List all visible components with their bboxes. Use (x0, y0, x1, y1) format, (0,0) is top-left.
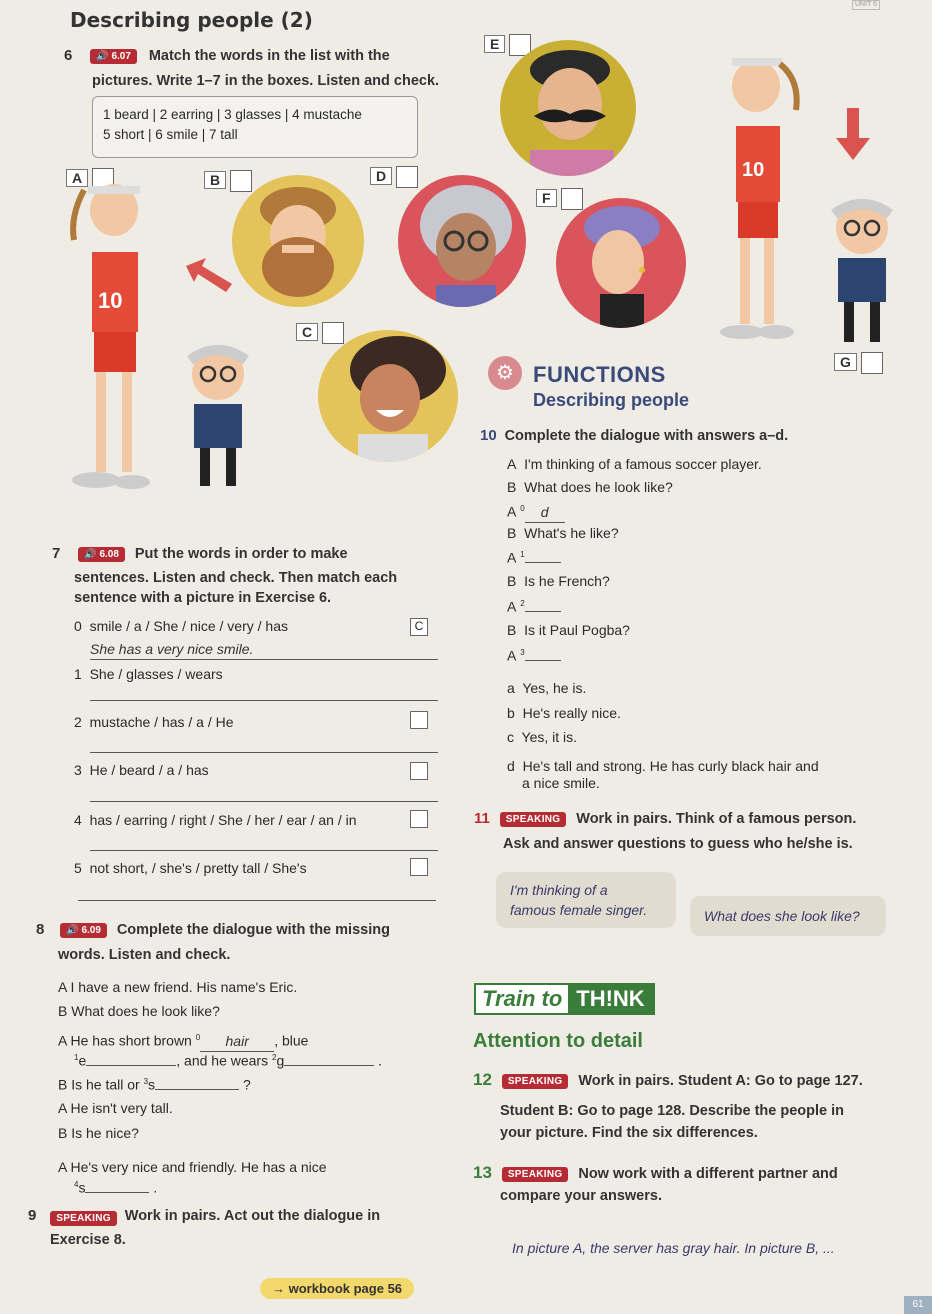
ex7-item-0 (74, 616, 288, 636)
ex7-answer-0[interactable]: She has a very nice smile. (90, 639, 438, 660)
audio-icon-6-09[interactable]: 🔊 6.09 (60, 923, 107, 938)
speech-bubble-1 (496, 872, 676, 928)
item-num: 1 (74, 666, 82, 682)
train-to-label: Train to (482, 986, 563, 1011)
ex8-line-3-end: , blue (274, 1032, 309, 1049)
exercise-12-line-1: Work in pairs. Student A: Go to page 127. (578, 1073, 863, 1089)
item-words: She / glasses / wears (89, 666, 223, 682)
exercise-11-header (474, 809, 856, 830)
dialogue-10-line-2 (507, 477, 673, 497)
dialogue-10-line-3 (507, 499, 565, 523)
answer-option-c (507, 727, 577, 747)
sup: 2 (520, 599, 525, 608)
sup: 3 (143, 1077, 149, 1086)
ex7-answer-line-4[interactable] (90, 850, 438, 851)
ex8-blank-0[interactable]: hair (200, 1031, 274, 1052)
exercise-7-instruction-1: Put the words in order to make (134, 546, 348, 562)
speaking-badge-9: SPEAKING (50, 1211, 117, 1226)
ex8-blank-1[interactable] (86, 1052, 176, 1066)
audio-icon-6-07[interactable]: 🔊 6.07 (90, 49, 137, 64)
ex7-box-4[interactable] (410, 858, 428, 876)
exercise-8-instruction-2: words. Listen and check. (58, 947, 231, 963)
pic-letter-d: D (370, 167, 392, 185)
picture-g-tall-girl (700, 40, 820, 346)
attention-heading: Attention to detail (473, 1030, 643, 1052)
pic-letter-c: C (296, 323, 318, 341)
ex8-blank-3[interactable] (155, 1076, 239, 1090)
mustache-man-illustration (500, 40, 636, 176)
exercise-12-number: 12 (473, 1070, 492, 1089)
dialogue-10-line-9 (507, 643, 561, 666)
dialogue-10-line-7 (507, 594, 561, 617)
speaker: B (507, 573, 517, 589)
functions-heading: FUNCTIONS (533, 362, 666, 387)
option-letter: a (507, 680, 515, 696)
dialogue-10-line-1 (507, 454, 762, 474)
exercise-8-number: 8 (36, 921, 45, 938)
ex7-answer-line-3[interactable] (90, 801, 438, 802)
exercise-6-instruction-1: Match the words in the list with the (148, 48, 390, 64)
exercise-13-example: In picture A, the server has gray hair. In picture B, ... (512, 1240, 835, 1256)
arrow-icon-b (186, 258, 232, 294)
answer-box-g[interactable] (861, 352, 883, 374)
item-num: 4 (74, 812, 82, 828)
jersey-number-a: 10 (98, 288, 123, 313)
exercise-9-header (28, 1206, 380, 1227)
pic-label-d (370, 166, 418, 188)
exercise-13-line-1: Now work with a different partner and (578, 1166, 838, 1182)
line-text: What's he like? (524, 525, 619, 541)
arrow-down-icon-g (836, 108, 870, 160)
ex8-line-1: A I have a new friend. His name's Eric. (58, 979, 298, 995)
ex8-line-9: $^4$s . (74, 1179, 158, 1196)
item-words: has / earring / right / She / her / ear / an / in (89, 812, 357, 828)
audio-track: 6.07 (111, 50, 131, 62)
speaking-badge-11: SPEAKING (500, 812, 567, 827)
speaking-badge-12: SPEAKING (502, 1074, 569, 1089)
woman-glasses-illustration (398, 175, 526, 307)
answer-blank-0[interactable]: d (525, 502, 565, 523)
exercise-9-number: 9 (28, 1207, 37, 1224)
ex7-item-2 (74, 712, 234, 732)
exercise-10-number: 10 (480, 427, 497, 444)
item-num: 3 (74, 762, 82, 778)
pic-label-b (204, 170, 252, 192)
word-list-row-2: 5 short | 6 smile | 7 tall (103, 127, 238, 142)
speaker: A (507, 503, 517, 520)
exercise-11-instruction-1: Work in pairs. Think of a famous person. (576, 811, 857, 827)
exercise-12-header (473, 1070, 863, 1092)
audio-track: 6.09 (81, 924, 101, 936)
item-words: smile / a / She / nice / very / has (89, 618, 288, 634)
ex8-line-8: A He's very nice and friendly. He has a nice (58, 1159, 327, 1175)
picture-a-tall-girl (40, 176, 170, 502)
ex8-blank-2[interactable] (284, 1052, 374, 1066)
unit-tag: UNIT 6 (852, 0, 880, 10)
girl-smile-illustration (318, 330, 458, 462)
answer-option-d-cont: a nice smile. (522, 775, 600, 791)
dialogue-10-line-6 (507, 571, 610, 591)
answer-box-f[interactable] (561, 188, 583, 210)
dialogue-10-line-4 (507, 523, 619, 543)
exercise-7-header (52, 544, 348, 565)
option-letter: c (507, 729, 514, 745)
ex8-letter: g (276, 1052, 285, 1069)
exercise-7-instruction-3: sentence with a picture in Exercise 6. (74, 590, 332, 606)
exercise-13-line-2: compare your answers. (500, 1188, 662, 1204)
pic-letter-e: E (484, 35, 505, 53)
ex8-letter: s (148, 1076, 156, 1093)
exercise-13-number: 13 (473, 1163, 492, 1182)
exercise-7-number: 7 (52, 545, 61, 562)
page-number: 61 (904, 1296, 932, 1314)
ex8-line-5 (58, 1072, 251, 1095)
speaker: B (507, 525, 517, 541)
bubble-1-line-1: I'm thinking of a (510, 882, 608, 898)
pic-letter-f: F (536, 189, 557, 207)
exercise-11-number: 11 (474, 810, 490, 827)
train-to-think-banner (474, 983, 655, 1015)
ex8-line-7: B Is he nice? (58, 1125, 139, 1141)
answer-blank-1[interactable] (525, 549, 561, 563)
answer-blank-2[interactable] (525, 598, 561, 612)
ex8-letter: e (78, 1052, 87, 1069)
ex7-answer-line-5[interactable] (78, 900, 436, 901)
exercise-6-header (64, 46, 390, 67)
functions-subheading: Describing people (533, 390, 690, 410)
bubble-1-line-2: famous female singer. (510, 902, 648, 918)
bearded-man-illustration (232, 175, 364, 307)
pic-label-f (536, 188, 583, 210)
exercise-6-instruction-2: pictures. Write 1–7 in the boxes. Listen and check. (92, 73, 440, 89)
ex7-box-0[interactable]: C (410, 618, 428, 636)
exercise-8-header (36, 920, 390, 941)
exercise-12-line-2: Student B: Go to page 128. Describe the people in (500, 1103, 845, 1119)
gear-icon: ⚙ (488, 356, 522, 390)
word-list-box (92, 96, 418, 158)
sup: 1 (520, 550, 525, 559)
ex7-answer-line-2[interactable] (90, 752, 438, 753)
answer-box-b[interactable] (230, 170, 252, 192)
pic-label-c (296, 322, 344, 344)
ex8-line-3-text: A He has short brown (58, 1032, 192, 1049)
ex7-item-4 (74, 810, 357, 830)
exercise-8-instruction-1: Complete the dialogue with the missing (116, 922, 390, 938)
ex7-box-2[interactable] (410, 762, 428, 780)
picture-e-mustache-man (500, 40, 636, 176)
audio-icon-6-08[interactable]: 🔊 6.08 (78, 547, 125, 562)
ex7-box-1[interactable] (410, 711, 428, 729)
option-text: Yes, it is. (521, 729, 578, 745)
pic-label-g (834, 352, 883, 374)
item-words: not short, / she's / pretty tall / She's (89, 860, 307, 876)
sup: 2 (271, 1053, 277, 1062)
exercise-9-instruction-2: Exercise 8. (50, 1232, 126, 1248)
ex7-box-3[interactable] (410, 810, 428, 828)
option-text: He's really nice. (522, 705, 621, 721)
ex7-item-3 (74, 760, 209, 780)
picture-c-girl-smile (318, 330, 458, 462)
speaker: A (507, 598, 517, 615)
boy-earring-illustration (556, 198, 686, 328)
ex7-item-5 (74, 858, 307, 878)
exercise-6-number: 6 (64, 47, 73, 64)
exercise-12-line-3: your picture. Find the six differences. (500, 1125, 758, 1141)
pic-letter-g: G (834, 353, 857, 371)
speaker: A (507, 549, 517, 566)
option-text: He's tall and strong. He has curly black hair and (522, 758, 819, 774)
speaker: A (507, 456, 517, 472)
pic-letter-a: A (66, 169, 88, 187)
line-text: Is he French? (524, 573, 610, 589)
item-num: 2 (74, 714, 82, 730)
page-title: Describing people (2) (70, 8, 313, 32)
sup: 4 (74, 1180, 79, 1189)
ex8-blank-4[interactable] (85, 1179, 149, 1193)
sup: 0 (520, 504, 525, 513)
answer-option-a (507, 678, 586, 698)
exercise-10-instruction: Complete the dialogue with answers a–d. (504, 428, 789, 444)
exercise-9-instruction-1: Work in pairs. Act out the dialogue in (124, 1208, 381, 1224)
exercise-11-instruction-2: Ask and answer questions to guess who he/she is. (503, 836, 853, 852)
pic-label-e (484, 34, 531, 56)
exercise-7-instruction-2: sentences. Listen and check. Then match each (74, 570, 398, 586)
speaker: B (507, 479, 517, 495)
word-list-row-1: 1 beard | 2 earring | 3 glasses | 4 mustache (103, 107, 362, 122)
pic-letter-b: B (204, 171, 226, 189)
ex7-answer-line-1[interactable] (90, 700, 438, 701)
ex8-line-5-end: ? (242, 1076, 251, 1093)
exercise-10-header (480, 426, 788, 447)
picture-g-short-man (808, 196, 918, 346)
item-num: 5 (74, 860, 82, 876)
sup: 1 (74, 1053, 79, 1062)
answer-option-b (507, 703, 621, 723)
speech-bubble-2: What does she look like? (690, 896, 886, 936)
answer-box-c[interactable] (322, 322, 344, 344)
picture-f-boy-earring (556, 198, 686, 328)
dialogue-10-line-8 (507, 620, 630, 640)
option-text: Yes, he is. (522, 680, 587, 696)
sup: 3 (520, 648, 525, 657)
ex8-line-4: $^1$e , and he wears $^2$g . (74, 1052, 383, 1069)
picture-d-woman-glasses (398, 175, 526, 307)
speaker: B (507, 622, 517, 638)
item-num: 0 (74, 618, 82, 634)
line-text: What does he look like? (524, 479, 673, 495)
speaking-badge-13: SPEAKING (502, 1167, 569, 1182)
picture-a-short-man (166, 344, 270, 490)
item-words: mustache / has / a / He (89, 714, 234, 730)
audio-track: 6.08 (99, 548, 119, 560)
answer-blank-3[interactable] (525, 647, 561, 661)
sup: 0 (195, 1033, 201, 1042)
option-letter: b (507, 705, 515, 721)
ex8-letter: s (78, 1179, 86, 1196)
think-label: TH!NK (568, 985, 652, 1013)
ex7-item-1 (74, 664, 223, 684)
ex8-line-4-text: , and he wears (176, 1052, 269, 1069)
jersey-number-g: 10 (742, 159, 765, 181)
exercise-13-header (473, 1163, 838, 1185)
item-words: He / beard / a / has (89, 762, 209, 778)
line-text: Is it Paul Pogba? (524, 622, 630, 638)
ex8-line-6: A He isn't very tall. (58, 1100, 173, 1116)
answer-box-d[interactable] (396, 166, 418, 188)
dialogue-10-line-5 (507, 545, 561, 568)
ex8-line-2: B What does he look like? (58, 1003, 220, 1019)
option-letter: d (507, 758, 515, 774)
ex8-line-5-text: B Is he tall or (58, 1076, 140, 1093)
line-text: I'm thinking of a famous soccer player. (524, 456, 762, 472)
workbook-link[interactable]: → workbook page 56 (260, 1278, 414, 1299)
speaker: A (507, 647, 517, 664)
picture-b-bearded-man (232, 175, 364, 307)
